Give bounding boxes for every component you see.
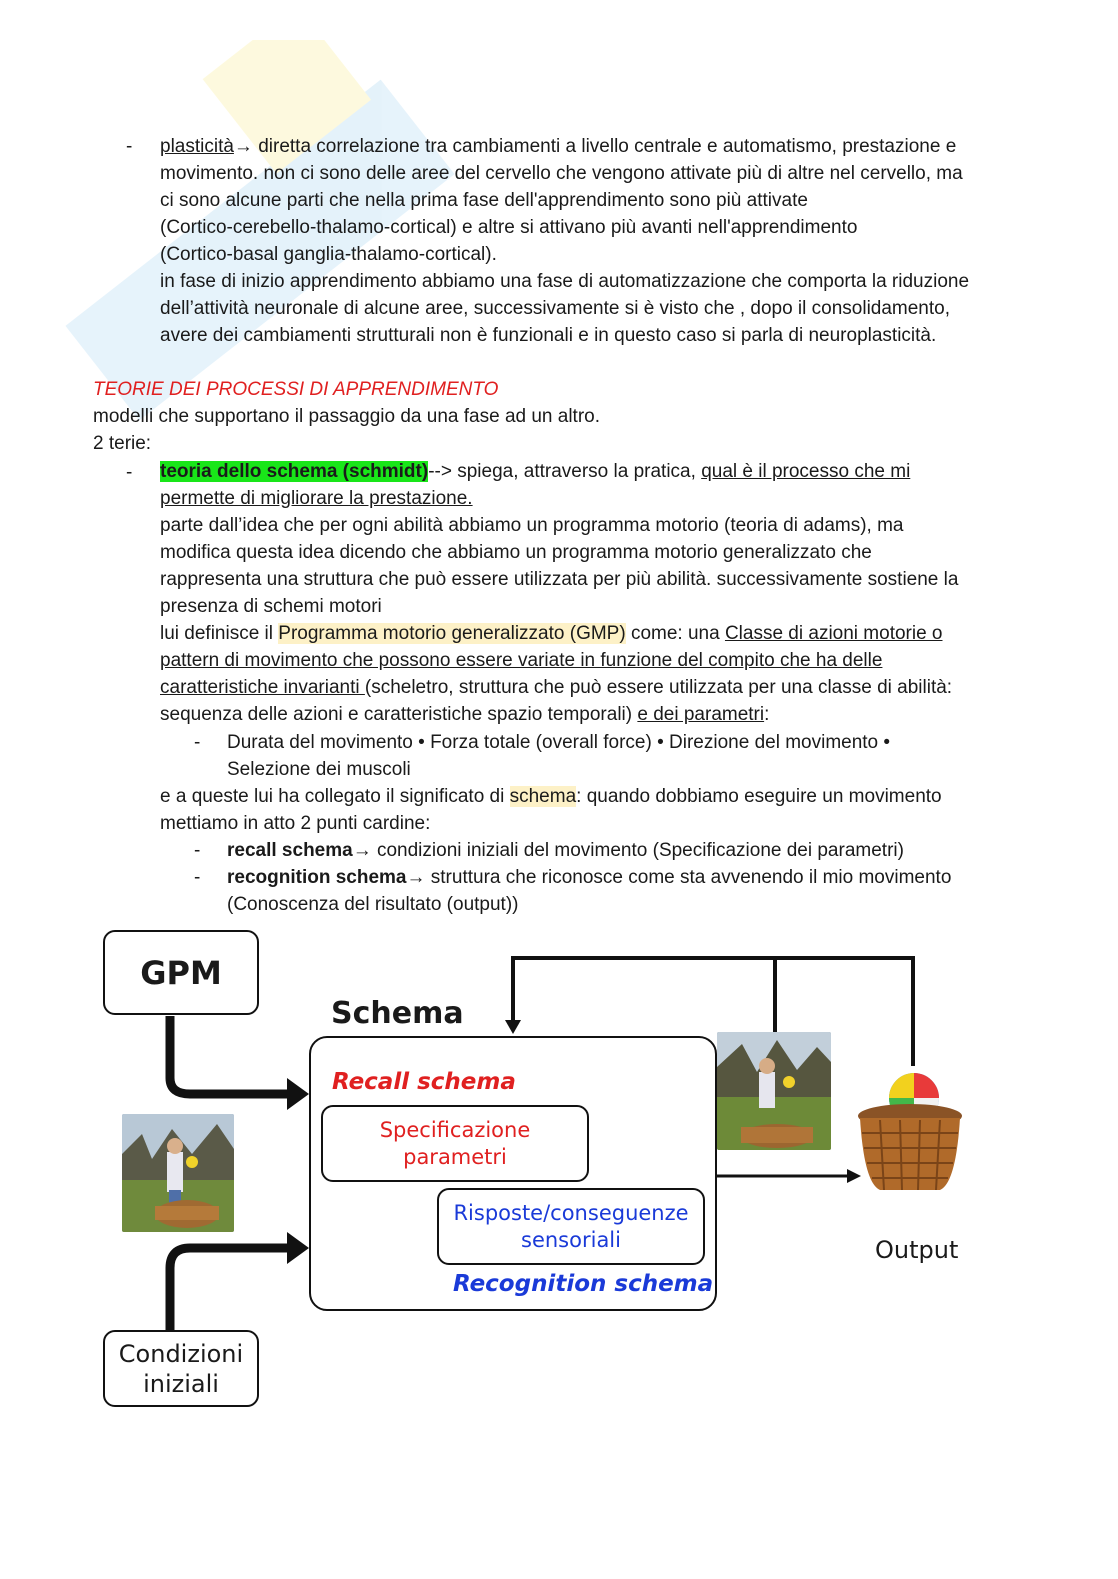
- plasticita-line: (Cortico-cerebello-thalamo-cortical) e altre si attivano più avanti nell'apprendimento: [160, 217, 858, 238]
- sub-bullet-dash: -: [194, 867, 201, 888]
- plasticita-line-1: → diretta correlazione tra cambiamenti a livello centrale e automatismo, prestazione e: [233, 136, 957, 157]
- plasticita-line: dell’attività neuronale di alcune aree, successivamente si è visto che , dopo il consolidamento,: [160, 298, 951, 319]
- gmp-underlined: e dei parametri: [637, 704, 765, 725]
- risposte-box: [437, 1188, 705, 1265]
- schema-line: parte dall’idea che per ogni abilità abbiamo un programma motorio (teoria di adams), ma: [160, 515, 904, 536]
- schema-highlight: schema: [509, 786, 577, 807]
- params-list-item: [227, 729, 1047, 783]
- gpm-label: GPM: [140, 953, 222, 992]
- plasticita-line: movimento. non ci sono delle aree del cervello che vengono attivate più di altre nel cervello, ma: [160, 163, 963, 184]
- recognition-bold: recognition schema: [227, 867, 407, 888]
- plasticita-term: plasticità: [160, 136, 234, 157]
- section-heading: TEORIE DEI PROCESSI DI APPRENDIMENTO: [93, 379, 499, 400]
- plasticita-line: ci sono alcune parti che nella prima fase dell'apprendimento sono più attivate: [160, 190, 808, 211]
- recognition-list-item: [227, 864, 1047, 918]
- gpm-box: [103, 930, 259, 1015]
- schema-line: modifica questa idea dicendo che abbiamo un programma motorio generalizzato che: [160, 542, 872, 563]
- params-line: Selezione dei muscoli: [227, 759, 411, 780]
- plasticita-paragraph: [160, 133, 1060, 349]
- schema-arrow-text: --> spiega, attraverso la pratica,: [428, 461, 702, 482]
- plasticita-line: in fase di inizio apprendimento abbiamo una fase di automatizzazione che comporta la riduzione: [160, 271, 970, 292]
- schema-paragraph: [160, 458, 1060, 728]
- gmp-underlined: caratteristiche invarianti: [160, 677, 365, 698]
- schema-underlined: qual è il processo che mi: [701, 461, 911, 482]
- condizioni-arrow: [170, 1248, 290, 1330]
- condizioni-line: Condizioni: [118, 1339, 244, 1368]
- schema-title: Schema: [331, 996, 464, 1031]
- specificazione-line: Specificazione: [379, 1117, 531, 1142]
- schema-line: presenza di schemi motori: [160, 596, 382, 617]
- feedback-arrowhead: [505, 1020, 521, 1034]
- child-photo-left: [122, 1114, 234, 1232]
- risposte-label: [439, 1190, 703, 1263]
- recognition-text: → struttura che riconosce come sta avvenendo il mio movimento: [406, 867, 952, 888]
- section-intro: modelli che supportano il passaggio da una fase ad un altro.: [93, 406, 601, 427]
- schema-text: : quando dobbiamo eseguire un movimento: [576, 786, 942, 807]
- recall-schema-label: Recall schema: [332, 1069, 516, 1095]
- gmp-text: lui definisce il: [160, 623, 279, 644]
- gmp-underlined: pattern di movimento che possono essere variate in funzione del compito che ha delle: [160, 650, 883, 671]
- params-line: Durata del movimento • Forza totale (overall force) • Direzione del movimento •: [227, 732, 891, 753]
- condizioni-box: [103, 1330, 259, 1407]
- schema-text: e a queste lui ha collegato il significato di: [160, 786, 510, 807]
- sub-bullet-dash: -: [194, 732, 201, 753]
- condizioni-arrowhead: [287, 1232, 309, 1264]
- specificazione-line: parametri: [403, 1144, 507, 1169]
- recognition-schema-label: Recognition schema: [453, 1271, 714, 1297]
- bullet-dash: -: [126, 136, 133, 157]
- recognition-text: (Conoscenza del risultato (output)): [227, 894, 519, 915]
- schema-diagram: [95, 928, 995, 1423]
- plasticita-line: avere dei cambiamenti strutturali non è funzionali e in questo caso si parla di neuroplasticità.: [160, 325, 937, 346]
- schema-line: rappresenta una struttura che può essere utilizzata per più abilità. successivamente sostiene la: [160, 569, 959, 590]
- risposte-line: Risposte/conseguenze: [453, 1200, 689, 1225]
- gmp-text: sequenza delle azioni e caratteristiche spazio temporali): [160, 704, 638, 725]
- specificazione-label: [323, 1107, 587, 1180]
- specificazione-box: [321, 1105, 589, 1182]
- section-count: 2 terie:: [93, 433, 152, 454]
- bullet-dash: -: [126, 462, 133, 483]
- gpm-arrow: [170, 1016, 290, 1094]
- recall-list-item: [227, 837, 904, 864]
- recall-bold: recall schema: [227, 840, 353, 861]
- plasticita-line: (Cortico-basal ganglia-thalamo-cortical).: [160, 244, 497, 265]
- output-label: Output: [875, 1236, 959, 1264]
- gmp-underlined: Classe di azioni motorie o: [724, 623, 943, 644]
- condizioni-line: iniziali: [143, 1369, 219, 1398]
- schema-meaning-paragraph: [160, 783, 1060, 837]
- gmp-text: come: una: [625, 623, 725, 644]
- condizioni-label: [105, 1332, 257, 1405]
- schema-text: mettiamo in atto 2 punti cardine:: [160, 813, 431, 834]
- gmp-text: (scheletro, struttura che può essere utilizzata per una classe di abilità:: [364, 677, 953, 698]
- schema-underlined: permette di migliorare la prestazione.: [160, 488, 473, 509]
- gmp-text: :: [764, 704, 770, 725]
- basket-ball-image: [850, 1068, 970, 1198]
- child-photo-right: [717, 1032, 831, 1150]
- gpm-arrowhead: [287, 1078, 309, 1110]
- risposte-line: sensoriali: [521, 1227, 621, 1252]
- schema-theory-title: teoria dello schema (schmidt): [160, 461, 429, 482]
- gmp-highlight: Programma motorio generalizzato (GMP): [278, 623, 626, 644]
- sub-bullet-dash: -: [194, 840, 201, 861]
- recall-text: → condizioni iniziali del movimento (Specificazione dei parametri): [352, 840, 904, 861]
